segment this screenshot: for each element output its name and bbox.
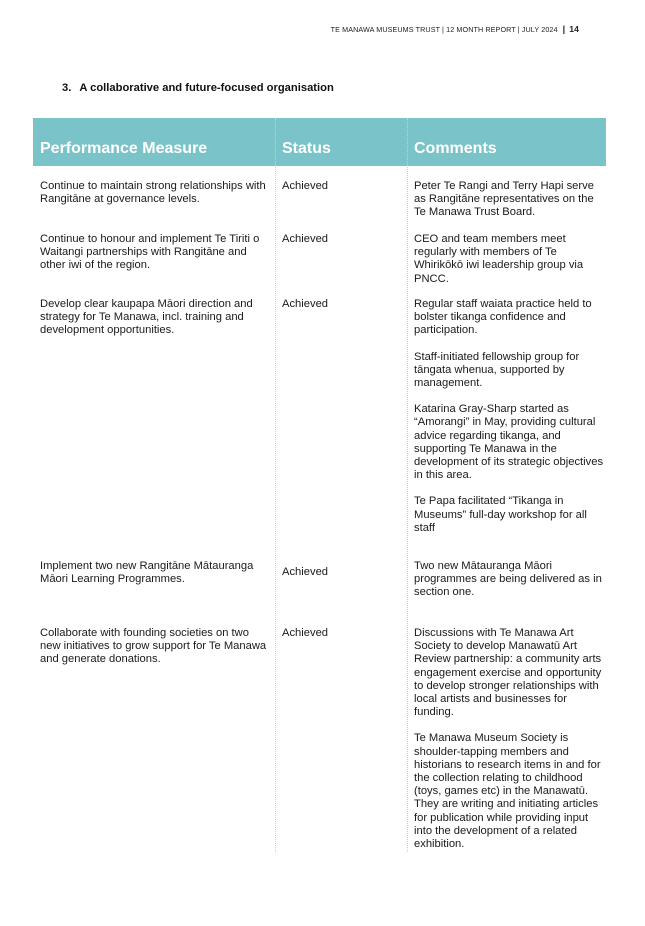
page-number: 14 — [569, 24, 579, 34]
table-row-3-status: Achieved — [282, 298, 329, 310]
column-divider — [407, 118, 408, 852]
table-row-2-measure: Continue to honour and implement Te Tiriti o Waitangi partnerships with Rangitāne and other iwi of the region. — [40, 233, 260, 272]
column-header-measure: Performance Measure — [40, 140, 208, 157]
table-row-4-status: Achieved — [282, 566, 329, 578]
section-heading — [62, 82, 334, 94]
table-row-5-status: Achieved — [282, 627, 329, 639]
section-title: A collaborative and future-focused organisation — [79, 82, 334, 94]
page-header — [331, 24, 579, 34]
section-number: 3. — [62, 82, 72, 94]
header-separator: | — [562, 24, 566, 34]
table-row-3-measure: Develop clear kaupapa Māori direction and strategy for Te Manawa, incl. training and development opportunities. — [40, 298, 253, 337]
table-row-4-comments — [414, 560, 604, 600]
table-row-5-measure: Collaborate with founding societies on two new initiatives to grow support for Te Manawa and generate donations. — [40, 627, 267, 666]
table-row-5-comments — [414, 627, 604, 851]
column-header-status: Status — [282, 140, 331, 157]
table-row-2-comments — [414, 233, 604, 286]
comment-paragraph: Katarina Gray-Sharp started as “Amorangi” in May, providing cultural advice regarding tikanga, and supporting Te Manawa in the development of its strategic objectives in this area. — [414, 403, 604, 482]
comment-paragraph: Regular staff waiata practice held to bolster tikanga confidence and participation. — [414, 298, 592, 337]
column-divider — [275, 118, 276, 852]
table-row-1-measure: Continue to maintain strong relationships with Rangitāne at governance levels. — [40, 180, 266, 206]
table-row-1-comments — [414, 180, 604, 220]
report-header-text: TE MANAWA MUSEUMS TRUST | 12 MONTH REPORT | JULY 2024 — [330, 24, 558, 34]
comment-paragraph: CEO and team members meet regularly with members of Te Whirikōkō iwi leadership group via PNCC. — [414, 233, 584, 285]
table-row-2-status: Achieved — [282, 233, 329, 245]
comment-paragraph: Te Papa facilitated “Tikanga in Museums” full-day workshop for all staff — [414, 495, 587, 534]
table-header-row — [33, 118, 606, 166]
comment-paragraph: Discussions with Te Manawa Art Society to develop Manawatū Art Review partnership: a community arts engagement exercise and opportunity to develop stronger relationships with local artists and businesses for funding. — [414, 627, 602, 719]
comment-paragraph: Staff-initiated fellowship group for tāngata whenua, supported by management. — [414, 350, 580, 390]
comment-paragraph: Peter Te Rangi and Terry Hapi serve as Rangitāne representatives on the Te Manawa Trust Board. — [414, 180, 594, 219]
column-header-comments: Comments — [414, 140, 497, 157]
comment-paragraph: Te Manawa Museum Society is shoulder-tapping members and historians to research items in and for the collection relating to childhood (toys, games etc) in the Manawatū. They are writing and initiating articles for publication while providing input into the development of a related exhibition. — [414, 732, 601, 851]
table-row-1-status: Achieved — [282, 180, 329, 192]
comment-paragraph: Two new Mātauranga Māori programmes are being delivered as in section one. — [414, 560, 602, 599]
table-row-3-comments — [414, 298, 604, 535]
performance-table — [33, 118, 606, 852]
table-row-4-measure: Implement two new Rangitāne Mātauranga Māori Learning Programmes. — [40, 560, 254, 586]
